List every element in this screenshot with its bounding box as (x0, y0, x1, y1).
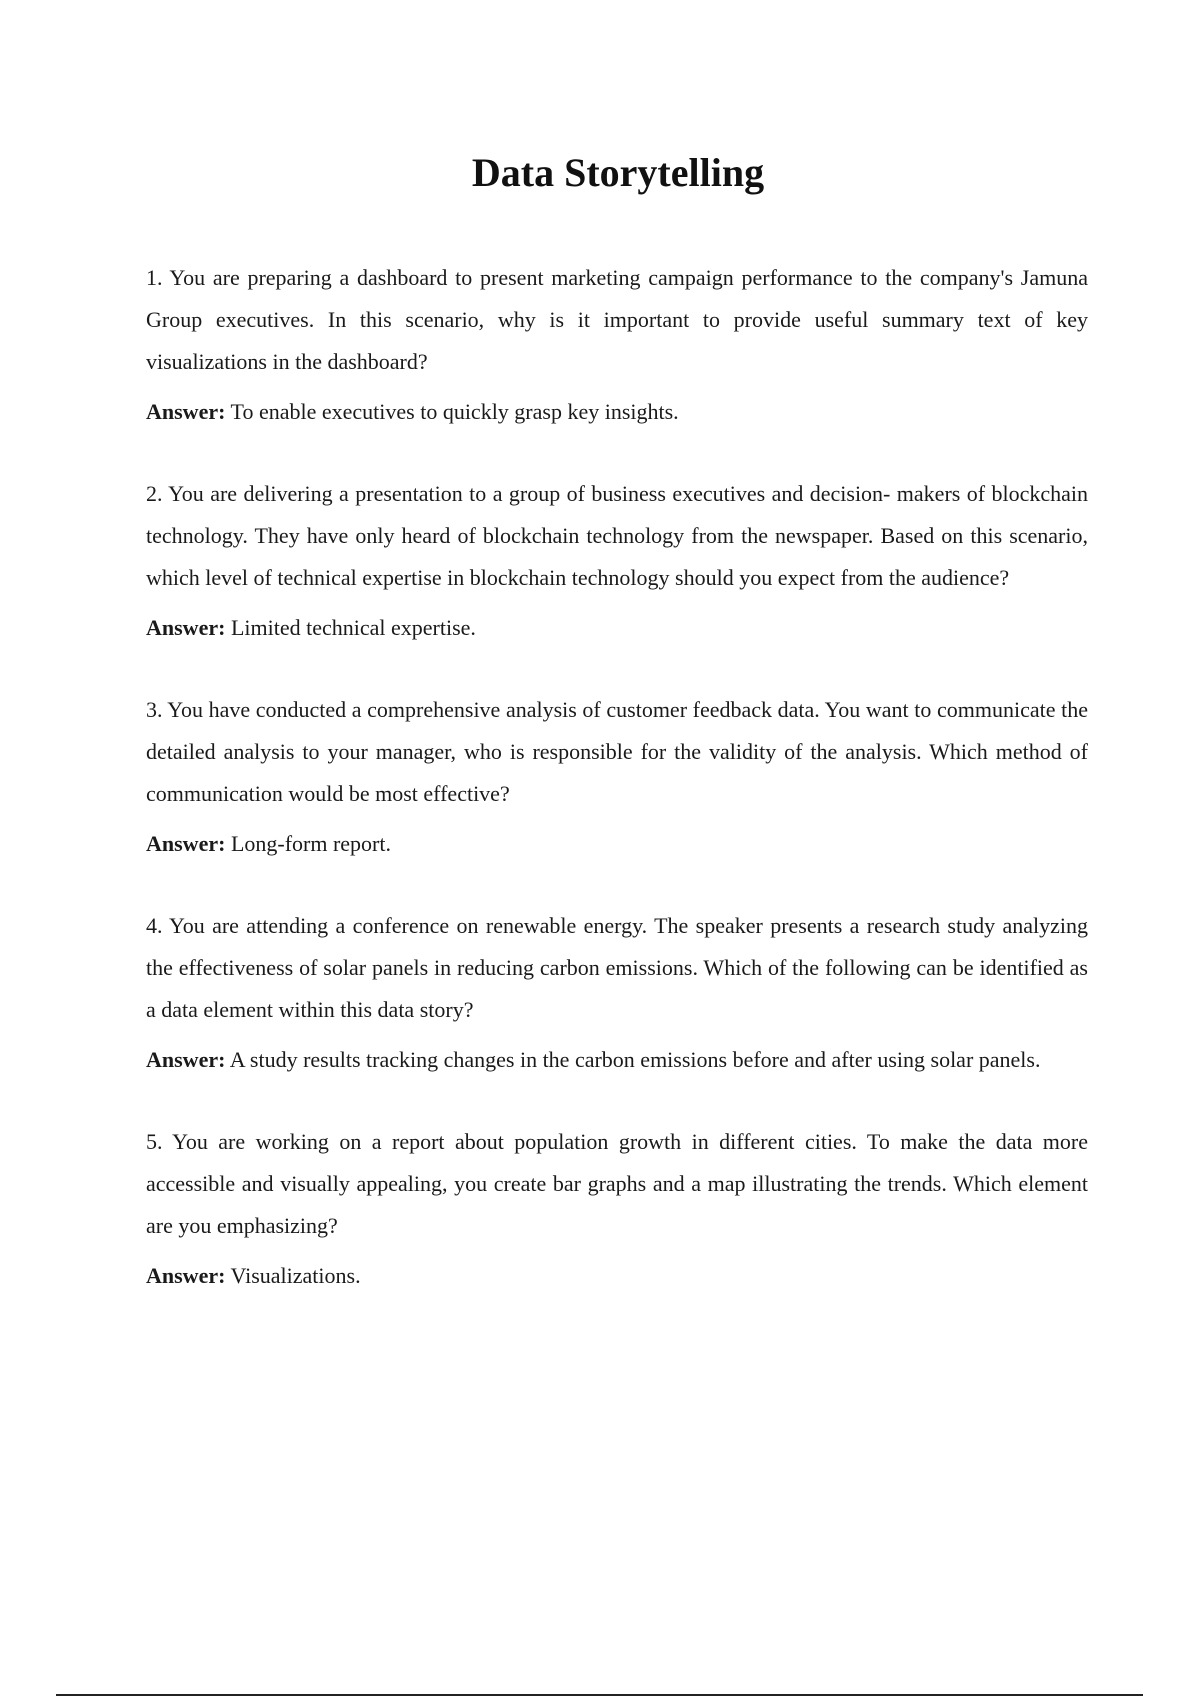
answer-line (146, 607, 1088, 649)
answer-line (146, 1255, 1088, 1297)
answer-text: Limited technical expertise. (230, 615, 476, 640)
question-item-5 (146, 1121, 1088, 1297)
question-item-3 (146, 689, 1088, 865)
question-text: 1. You are preparing a dashboard to present marketing campaign performance to the company's Jamuna Group executives. In this scenario, why is it important to provide useful summary text of key visualizations in the dashboard? (146, 265, 1088, 374)
footer-divider (56, 1694, 1143, 1696)
answer-label: Answer: (146, 615, 226, 640)
answer-text: Long-form report. (230, 831, 391, 856)
answer-label: Answer: (146, 399, 226, 424)
question-text: 3. You have conducted a comprehensive analysis of customer feedback data. You want to communicate the detailed analysis to your manager, who is responsible for the validity of the analysis. Which method of communication would be most effective? (146, 697, 1088, 806)
question-text: 2. You are delivering a presentation to a group of business executives and decision- makers of blockchain technology. They have only heard of blockchain technology from the newspaper. Based on this scenario, which level of technical expertise in blockchain technology should you expect from the audience? (146, 481, 1088, 590)
question-item-4 (146, 905, 1088, 1081)
question-item-2 (146, 473, 1088, 649)
answer-label: Answer: (146, 831, 226, 856)
question-list (146, 257, 1088, 1337)
question-text: 5. You are working on a report about population growth in different cities. To make the data more accessible and visually appealing, you create bar graphs and a map illustrating the trends. Which element are you emphasizing? (146, 1129, 1088, 1238)
answer-line (146, 391, 1088, 433)
answer-label: Answer: (146, 1047, 226, 1072)
answer-line (146, 1039, 1088, 1081)
question-item-1 (146, 257, 1088, 433)
answer-text: Visualizations. (230, 1263, 361, 1288)
answer-line (146, 823, 1088, 865)
answer-label: Answer: (146, 1263, 226, 1288)
answer-text: To enable executives to quickly grasp key insights. (230, 399, 679, 424)
answer-text: A study results tracking changes in the carbon emissions before and after using solar panels. (229, 1047, 1041, 1072)
page-title: Data Storytelling (471, 150, 765, 195)
question-text: 4. You are attending a conference on renewable energy. The speaker presents a research study analyzing the effectiveness of solar panels in reducing carbon emissions. Which of the following can be identified as a data element within this data story? (146, 913, 1088, 1022)
